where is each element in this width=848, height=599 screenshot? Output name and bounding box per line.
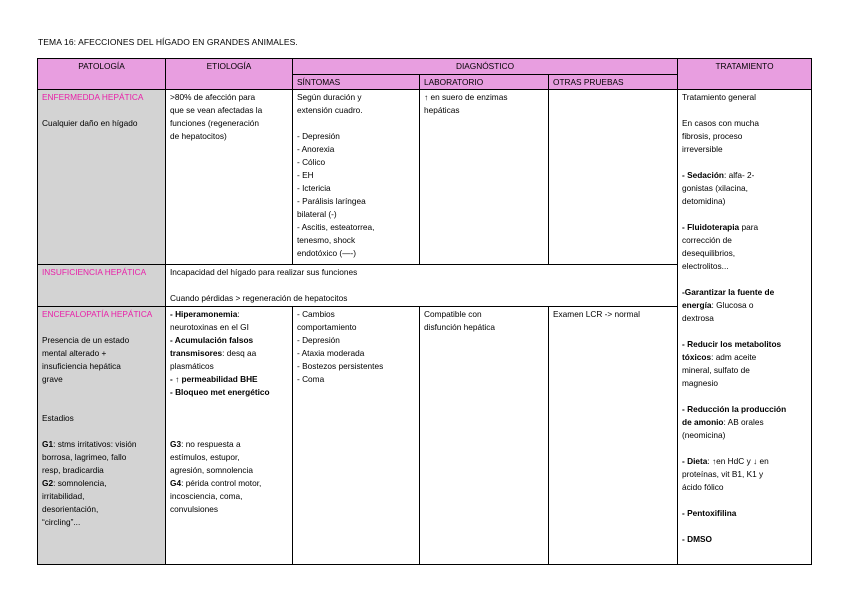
cell-laboratorio-3: Compatible con disfunción hepática (420, 307, 549, 565)
header-patologia: PATOLOGÍA (38, 59, 166, 90)
pathology-name: ENCEFALOPATÍA HEPÁTICA (42, 309, 153, 319)
liver-diseases-table (37, 58, 812, 565)
cell-patologia-2 (38, 265, 166, 307)
header-otras-pruebas: OTRAS PRUEBAS (549, 75, 678, 90)
header-laboratorio: LABORATORIO (420, 75, 549, 90)
cell-patologia-3: ENCEFALOPATÍA HEPÁTICA Presencia de un estado mental alterado + insuficiencia hepática grave Estadios G1: stms irritativos: visión borrosa, lagrimeo, fallo resp, bradicardia G2: somnolencia, irritabilidad, desorientación, “circling”... (38, 307, 166, 565)
pathology-name: INSUFICIENCIA HEPÁTICA (42, 267, 147, 277)
pathology-name: ENFERMEDDA HEPÁTICA (42, 92, 144, 102)
header-etiologia: ETIOLOGÍA (166, 59, 293, 90)
page-title: TEMA 16: AFECCIONES DEL HÍGADO EN GRANDES ANIMALES. (38, 37, 298, 47)
cell-etiologia-3: - Hiperamonemia: neurotoxinas en el GI - Acumulación falsos transmisores: desq aa plasmáticos - ↑ permeabilidad BHE - Bloqueo met energético G3: no respuesta a estímulos, estupor, agresión, somnolencia G4: périda control motor, incosciencia, coma, convulsiones (166, 307, 293, 565)
cell-insuficiencia-desc: Incapacidad del hígado para realizar sus funciones Cuando pérdidas > regeneración de hepatocitos (166, 265, 678, 307)
cell-etiologia-1: >80% de afección para que se vean afectadas la funciones (regeneración de hepatocitos) (166, 90, 293, 265)
cell-laboratorio-1: ↑ en suero de enzimas hepáticas (420, 90, 549, 265)
header-row (38, 59, 812, 75)
cell-otras-1 (549, 90, 678, 265)
cell-otras-3: Examen LCR -> normal (549, 307, 678, 565)
header-diagnostico: DIAGNÓSTICO (293, 59, 678, 75)
header-tratamiento: TRATAMIENTO (678, 59, 812, 90)
cell-sintomas-1: Según duración y extensión cuadro. - Depresión - Anorexia - Cólico - EH - Ictericia - Parálisis laríngea bilateral (-) - Ascitis, esteatorrea, tenesmo, shock endotóxico (—-) (293, 90, 420, 265)
cell-patologia-1 (38, 90, 166, 265)
header-sintomas: SÍNTOMAS (293, 75, 420, 90)
cell-tratamiento: Tratamiento general En casos con mucha fibrosis, proceso irreversible - Sedación: alfa- 2- gonistas (xilacina, detomidina) - Fluidoterapia para corrección de desequilibrios, electrolitos... -Garantizar la fuente de energía: Glucosa o dextrosa - Reducir los metabolitos tóxicos: adm aceite mineral, sulfato de magnesio - Reducción la producción de amonio: AB orales (neomicina) - Dieta: ↑en HdC y ↓ en proteínas, vit B1, K1 y ácido fólico - Pentoxifilina - DMSO (678, 90, 812, 565)
row-enfermedad-hepatica (38, 90, 812, 265)
pathology-desc: Cualquier daño en hígado (42, 118, 138, 128)
cell-sintomas-3: - Cambios comportamiento - Depresión - Ataxia moderada - Bostezos persistentes - Coma (293, 307, 420, 565)
